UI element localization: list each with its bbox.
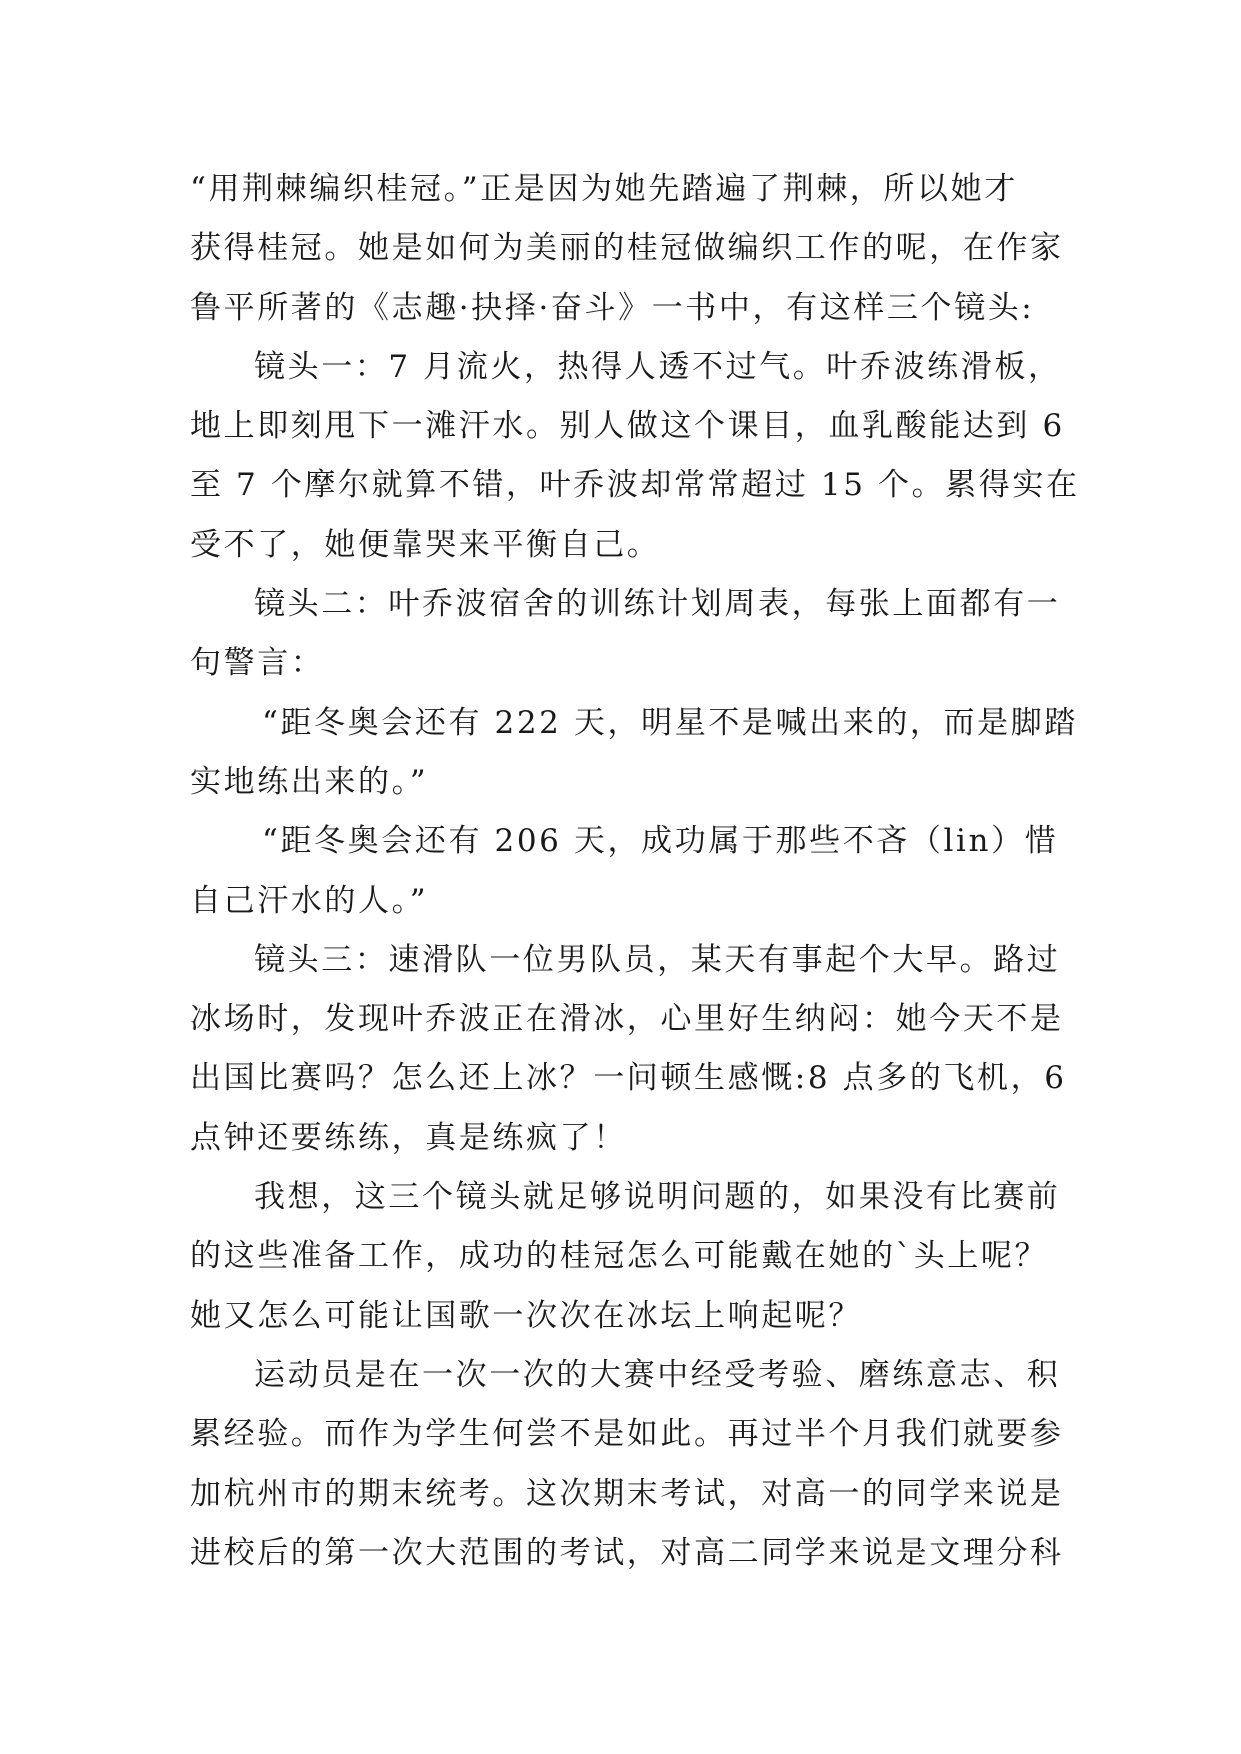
- text-line: 她又怎么可能让国歌一次次在冰坛上响起呢？: [190, 1297, 862, 1334]
- text-line: “用荆棘编织桂冠。”正是因为她先踏遍了荆棘，所以她才: [190, 171, 1018, 207]
- paragraph-first-line: 我想，这三个镜头就足够说明问题的，如果没有比赛前: [254, 1179, 1061, 1216]
- paragraph-first-line: 运动员是在一次一次的大赛中经受考验、磨练意志、积: [254, 1356, 1061, 1393]
- body-text: [190, 160, 1080, 1583]
- text-line: 受不了，她便靠哭来平衡自己。: [190, 526, 661, 563]
- text-line: 自己汗水的人。”: [190, 882, 429, 919]
- text-line: 句警言：: [190, 645, 325, 682]
- text-line: 至 7 个摩尔就算不错，叶乔波却常常超过 15 个。累得实在: [190, 467, 1080, 504]
- text-line: 实地练出来的。”: [190, 763, 429, 800]
- text-line: 获得桂冠。她是如何为美丽的桂冠做编织工作的呢，在作家: [190, 230, 1064, 267]
- text-line: 地上即刻甩下一滩汗水。别人做这个课目，血乳酸能达到 6: [190, 408, 1065, 445]
- paragraph-first-line: 镜头一：7 月流火，热得人透不过气。叶乔波练滑板，: [254, 348, 1062, 385]
- quote-first-line: “距冬奥会还有 206 天，成功属于那些不吝（lin）惜: [262, 823, 1059, 860]
- text-line: 的这些准备工作，成功的桂冠怎么可能戴在她的`头上呢？: [190, 1238, 1049, 1275]
- text-line: 累经验。而作为学生何尝不是如此。再过半个月我们就要参: [190, 1416, 1064, 1453]
- paragraph-first-line: 镜头二：叶乔波宿舍的训练计划周表，每张上面都有一: [254, 586, 1061, 623]
- text-line: 出国比赛吗？怎么还上冰？一问顿生感慨:8 点多的飞机，6: [190, 1060, 1067, 1097]
- text-line: 加杭州市的期末统考。这次期末考试，对高一的同学来说是: [190, 1475, 1064, 1512]
- paragraph-first-line: 镜头三：速滑队一位男队员，某天有事起个大早。路过: [254, 941, 1061, 978]
- text-line: 进校后的第一次大范围的考试，对高二同学来说是文理分科: [190, 1534, 1064, 1571]
- text-line: 点钟还要练练，真是练疯了！: [190, 1119, 627, 1156]
- text-line: 鲁平所著的《志趣·抉择·奋斗》一书中，有这样三个镜头:: [190, 289, 1035, 326]
- quote-first-line: “距冬奥会还有 222 天，明星不是喊出来的，而是脚踏: [262, 704, 1078, 741]
- text-line: 冰场时，发现叶乔波正在滑冰，心里好生纳闷：她今天不是: [190, 1001, 1064, 1038]
